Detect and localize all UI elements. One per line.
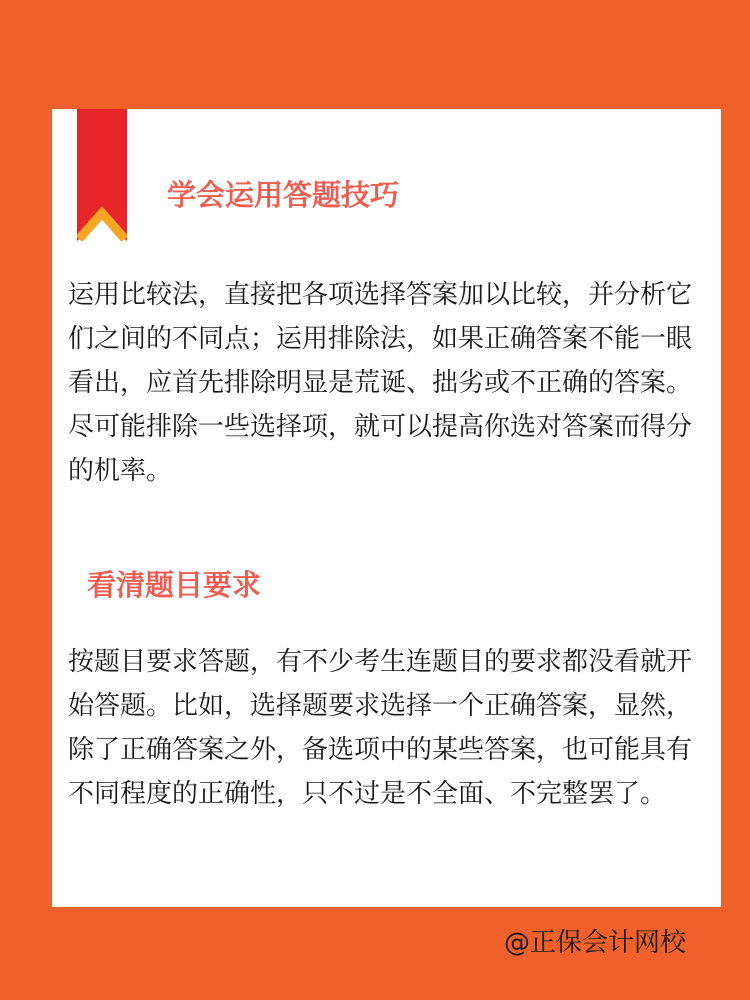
section-heading-answer-skills: 学会运用答题技巧 [167,178,400,212]
section-body-answer-skills: 运用比较法，直接把各项选择答案加以比较，并分析它们之间的不同点；运用排除法，如果正确答案不能一眼看出，应首先排除明显是荒诞、拙劣或不正确的答案。尽可能排除一些选择项，就可以提高你选对答案而得分的机率。 [68,280,693,486]
bookmark-ribbon-icon [77,109,127,241]
brand-watermark: @正保会计网校 [504,928,687,958]
content-card [52,109,721,907]
section-body-read-requirements: 按题目要求答题，有不少考生连题目的要求都没看就开始答题。比如，选择题要求选择一个正确答案，显然，除了正确答案之外，备选项中的某些答案，也可能具有不同程度的正确性，只不过是不全面、不完整罢了。 [68,647,693,809]
section-heading-read-requirements: 看清题目要求 [87,568,262,602]
